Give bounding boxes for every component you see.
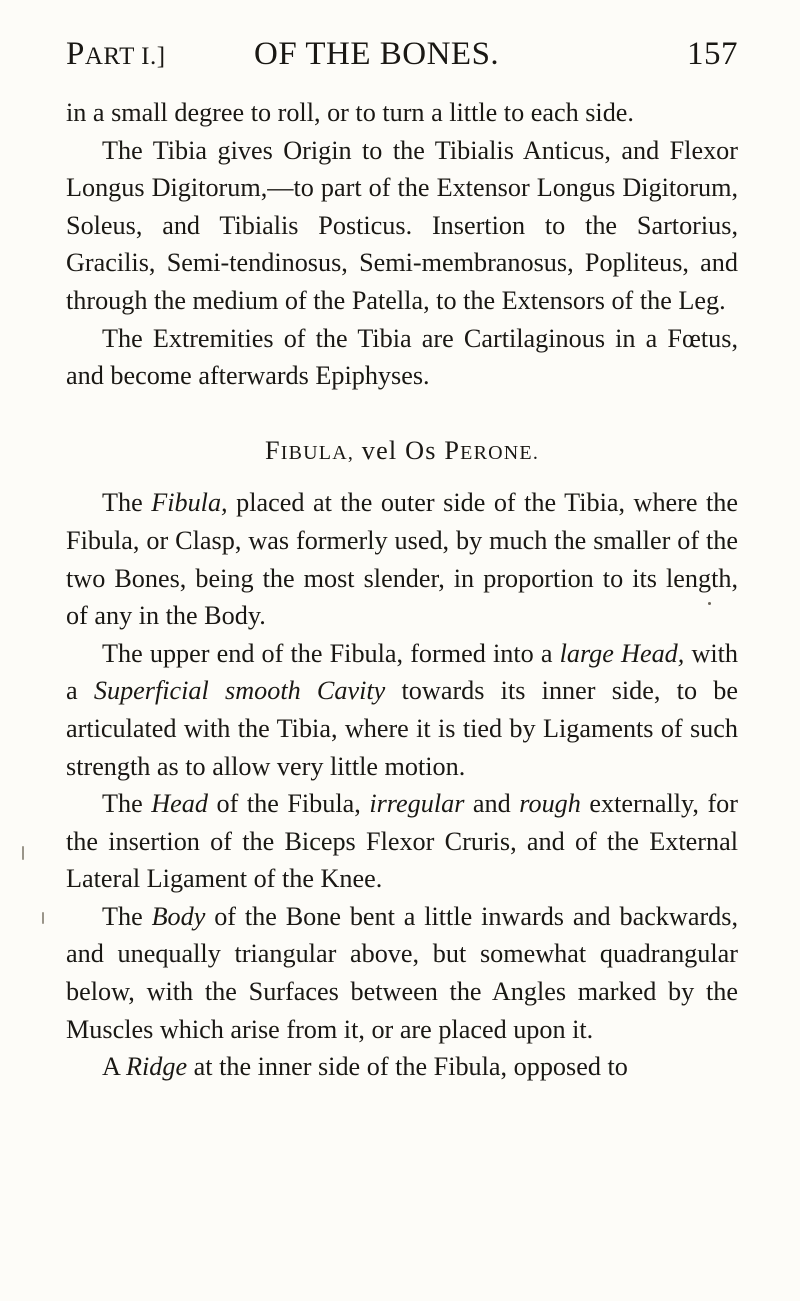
italic-term: irregular	[369, 789, 465, 819]
text-run: The	[102, 789, 152, 819]
text-run: with a	[66, 638, 739, 706]
italic-term: Superficial smooth Cavity	[93, 676, 386, 706]
section-heading	[66, 432, 738, 473]
text-run: externally, for the insertion of the Biceps Flexor Cruris, and of the External Lateral Ligament of the Knee.	[66, 789, 738, 894]
part-label	[66, 36, 166, 73]
text-run: placed at the outer side of the Tibia, where the Fibula, or Clasp, was formerly used, by much the smaller of the two Bones, being the most slender, in proportion to its length, of any in the Body.	[66, 488, 739, 631]
italic-term: Fibula,	[151, 488, 228, 518]
chapter-title: OF THE BONES.	[254, 36, 500, 72]
text-run: A	[102, 1052, 127, 1082]
italic-term: Body	[151, 901, 206, 931]
text-run: of the Bone bent a little inwards and backwards, and unequally triangular above, but somewhat quadrangular below, with the Surfaces between the Angles marked by the Muscles which arise from it, or are placed upon it.	[66, 901, 738, 1044]
paragraph-7	[66, 898, 738, 1048]
body-text	[66, 94, 738, 1086]
paragraph-8	[66, 1048, 738, 1086]
heading-initial-p: P	[444, 435, 461, 465]
paper-speck	[708, 602, 711, 605]
italic-term: Head	[151, 789, 208, 819]
text-run: towards its inner side, to be articulated with the Tibia, where it is tied by Ligaments of such strength as to allow very little motion.	[66, 676, 739, 781]
paper-mark	[22, 846, 24, 860]
part-label-initial: P	[66, 36, 85, 72]
heading-vel-os: vel Os	[354, 435, 445, 465]
italic-term: rough	[519, 789, 581, 819]
paragraph-6	[66, 785, 738, 898]
running-head	[66, 36, 738, 80]
italic-term: large Head,	[559, 638, 685, 668]
text-run: The	[102, 488, 152, 518]
paragraph-5	[66, 635, 738, 785]
text-run: The upper end of the Fibula, formed into a	[102, 638, 560, 668]
paragraph-4	[66, 484, 738, 634]
paragraph-1: in a small degree to roll, or to turn a little to each side.	[66, 98, 634, 127]
paragraph-3: The Extremities of the Tibia are Cartilaginous in a Fœtus, and become afterwards Epiphyses.	[66, 323, 738, 391]
heading-initial-f: F	[264, 435, 281, 465]
text-run: and	[464, 789, 520, 819]
paragraph-2: The Tibia gives Origin to the Tibialis Anticus, and Flexor Longus Digitorum,—to part of the Extensor Longus Digitorum, Soleus, and Tibialis Posticus. Insertion to the Sartorius, Gracilis, Semi-tendinosus, Semi-membranosus, Popliteus, and through the medium of the Patella, to the Extensors of the Leg.	[66, 135, 738, 315]
italic-term: Ridge	[126, 1052, 188, 1082]
heading-fibula-rest: IBULA,	[280, 441, 355, 464]
text-run: at the inner side of the Fibula, opposed to	[187, 1052, 628, 1082]
paper-mark	[42, 912, 44, 924]
heading-perone-rest: ERONE.	[460, 441, 540, 464]
page-number: 157	[687, 36, 738, 72]
part-label-rest: ART I.]	[84, 43, 166, 70]
text-run: The	[102, 901, 152, 931]
text-run: of the Fibula,	[207, 789, 370, 819]
